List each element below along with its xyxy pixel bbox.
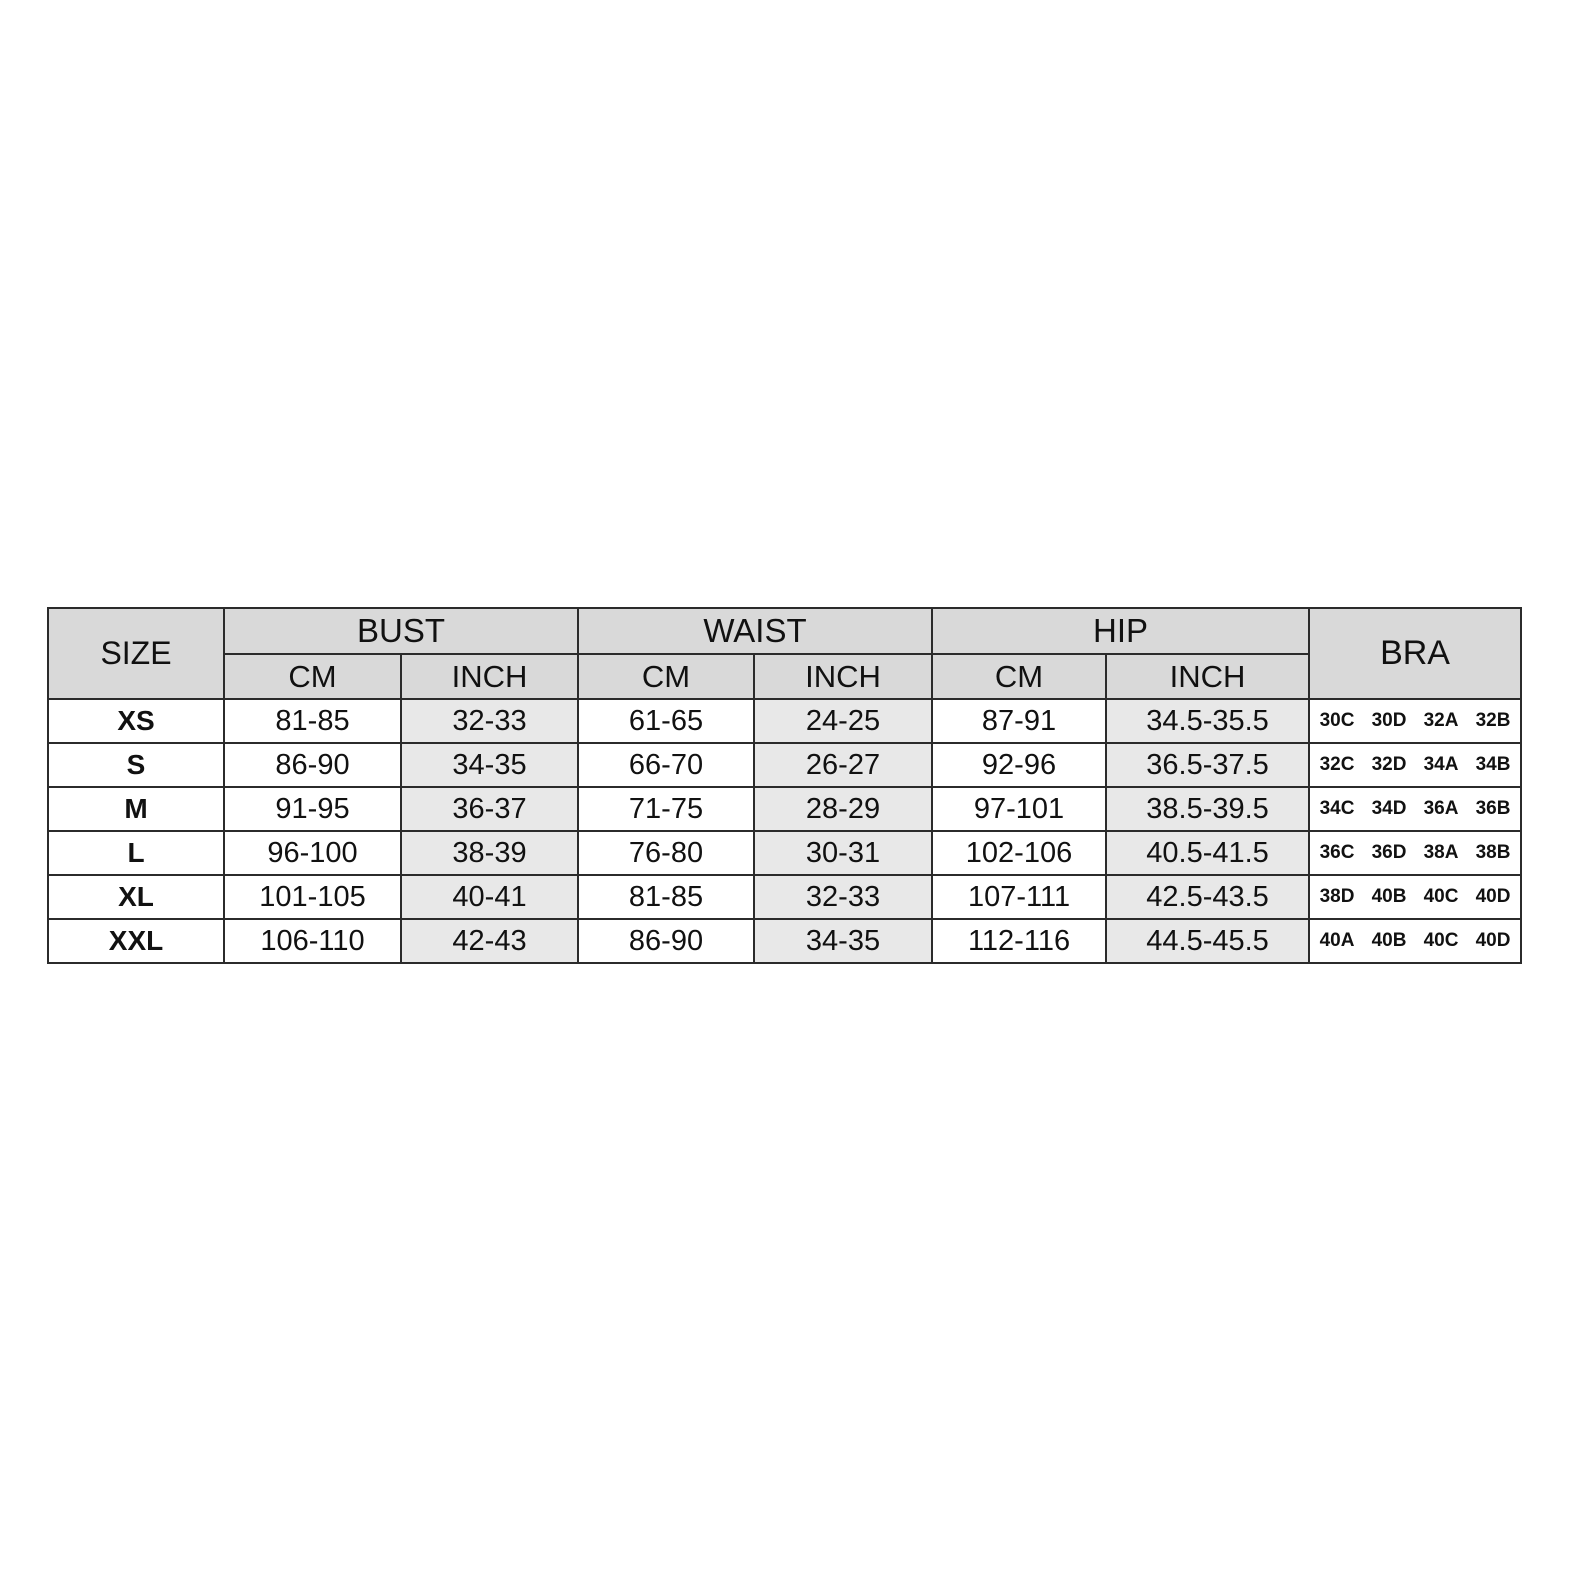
waist-inch-value: 24-25 <box>754 699 932 743</box>
waist-cm-value: 76-80 <box>578 831 754 875</box>
bra-size: 38A <box>1423 842 1459 863</box>
bra-size: 32A <box>1423 710 1459 731</box>
header-waist: WAIST <box>578 608 932 654</box>
hip-cm-value: 87-91 <box>932 699 1106 743</box>
waist-inch-value: 32-33 <box>754 875 932 919</box>
bra-size: 40B <box>1371 886 1407 907</box>
bust-cm-value: 106-110 <box>224 919 401 963</box>
size-label: XS <box>48 699 224 743</box>
bra-size: 40B <box>1371 930 1407 951</box>
hip-cm-value: 92-96 <box>932 743 1106 787</box>
bust-cm-value: 81-85 <box>224 699 401 743</box>
hip-cm-value: 112-116 <box>932 919 1106 963</box>
header-waist-inch: INCH <box>754 654 932 699</box>
size-label: XL <box>48 875 224 919</box>
bust-cm-value: 101-105 <box>224 875 401 919</box>
bra-size: 34B <box>1475 754 1511 775</box>
bra-size: 38D <box>1319 886 1355 907</box>
bra-size: 30C <box>1319 710 1355 731</box>
bust-cm-value: 96-100 <box>224 831 401 875</box>
waist-inch-value: 26-27 <box>754 743 932 787</box>
bust-inch-value: 32-33 <box>401 699 578 743</box>
header-bust: BUST <box>224 608 578 654</box>
bust-cm-value: 91-95 <box>224 787 401 831</box>
size-label: L <box>48 831 224 875</box>
size-label: M <box>48 787 224 831</box>
hip-inch-value: 34.5-35.5 <box>1106 699 1309 743</box>
hip-cm-value: 102-106 <box>932 831 1106 875</box>
hip-inch-value: 42.5-43.5 <box>1106 875 1309 919</box>
waist-inch-value: 30-31 <box>754 831 932 875</box>
bra-size: 32B <box>1475 710 1511 731</box>
bra-size: 34C <box>1319 798 1355 819</box>
bra-sizes <box>1309 743 1521 787</box>
bra-size: 36A <box>1423 798 1459 819</box>
header-size: SIZE <box>48 608 224 699</box>
bra-size: 36B <box>1475 798 1511 819</box>
waist-cm-value: 66-70 <box>578 743 754 787</box>
header-hip-inch: INCH <box>1106 654 1309 699</box>
bra-size: 32D <box>1371 754 1407 775</box>
bra-size: 36C <box>1319 842 1355 863</box>
bust-inch-value: 38-39 <box>401 831 578 875</box>
table-row <box>48 787 1521 831</box>
table-row <box>48 875 1521 919</box>
size-label: XXL <box>48 919 224 963</box>
bra-sizes <box>1309 919 1521 963</box>
bra-size: 36D <box>1371 842 1407 863</box>
bra-sizes <box>1309 831 1521 875</box>
bust-inch-value: 34-35 <box>401 743 578 787</box>
header-bust-inch: INCH <box>401 654 578 699</box>
bra-size: 30D <box>1371 710 1407 731</box>
hip-inch-value: 38.5-39.5 <box>1106 787 1309 831</box>
bra-size: 40A <box>1319 930 1355 951</box>
bra-sizes <box>1309 699 1521 743</box>
hip-inch-value: 36.5-37.5 <box>1106 743 1309 787</box>
size-chart-table <box>47 607 1522 964</box>
bra-sizes <box>1309 875 1521 919</box>
hip-inch-value: 40.5-41.5 <box>1106 831 1309 875</box>
bra-size: 40C <box>1423 886 1459 907</box>
waist-cm-value: 86-90 <box>578 919 754 963</box>
header-bust-cm: CM <box>224 654 401 699</box>
bra-size: 34D <box>1371 798 1407 819</box>
waist-cm-value: 61-65 <box>578 699 754 743</box>
bra-size: 40D <box>1475 930 1511 951</box>
header-hip: HIP <box>932 608 1309 654</box>
header-bra: BRA <box>1309 608 1521 699</box>
table-row <box>48 919 1521 963</box>
hip-cm-value: 97-101 <box>932 787 1106 831</box>
bust-inch-value: 42-43 <box>401 919 578 963</box>
size-label: S <box>48 743 224 787</box>
waist-inch-value: 28-29 <box>754 787 932 831</box>
header-hip-cm: CM <box>932 654 1106 699</box>
waist-inch-value: 34-35 <box>754 919 932 963</box>
bust-cm-value: 86-90 <box>224 743 401 787</box>
bra-size: 34A <box>1423 754 1459 775</box>
table-row <box>48 743 1521 787</box>
hip-inch-value: 44.5-45.5 <box>1106 919 1309 963</box>
waist-cm-value: 71-75 <box>578 787 754 831</box>
table-row <box>48 699 1521 743</box>
bra-size: 40C <box>1423 930 1459 951</box>
bust-inch-value: 36-37 <box>401 787 578 831</box>
bra-size: 32C <box>1319 754 1355 775</box>
hip-cm-value: 107-111 <box>932 875 1106 919</box>
header-waist-cm: CM <box>578 654 754 699</box>
bra-sizes <box>1309 787 1521 831</box>
table-row <box>48 831 1521 875</box>
bra-size: 40D <box>1475 886 1511 907</box>
waist-cm-value: 81-85 <box>578 875 754 919</box>
bust-inch-value: 40-41 <box>401 875 578 919</box>
bra-size: 38B <box>1475 842 1511 863</box>
